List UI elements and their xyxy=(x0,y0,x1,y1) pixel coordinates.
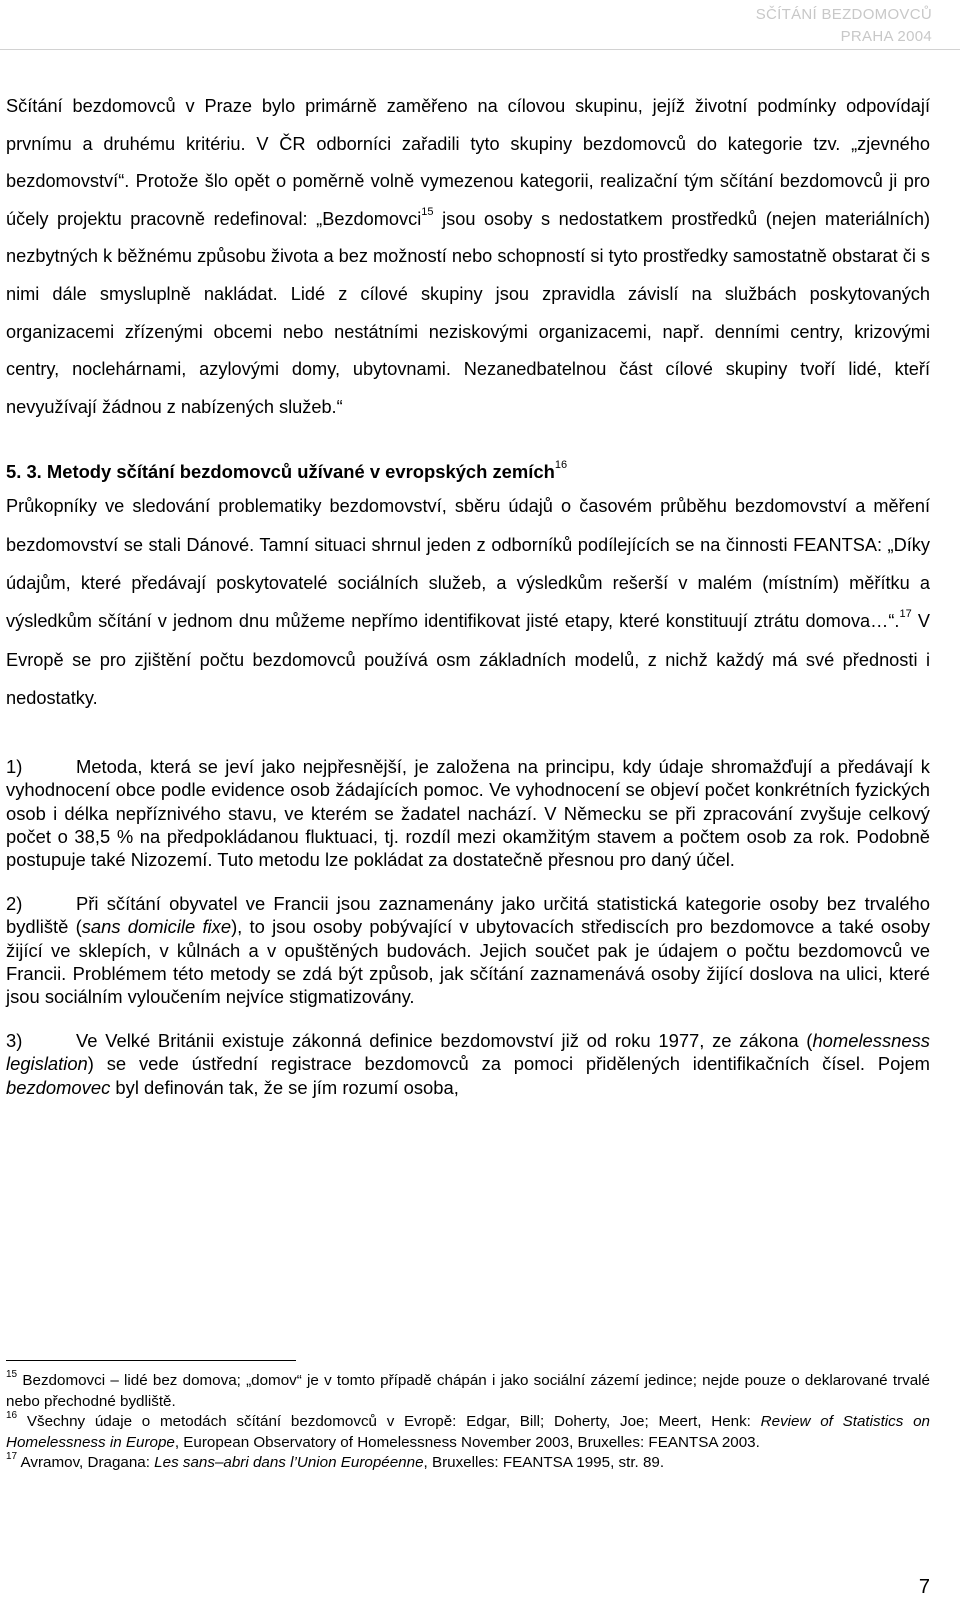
method-text: ) se vede ústřední registrace bezdomovců za pomoci přidělených identifikačních čísel. Pojem xyxy=(87,1053,930,1075)
section-text: Průkopníky ve sledování problematiky bezdomovství, sběru údajů o časovém průběhu bezdomovství a měření bezdomovství se stali Dánové. Tamní situaci shrnul jeden z odborníků podílejících se na činnosti FEANTSA: „Díky údajům, které předávají poskytovatelé sociálních služeb, a výsledkům rešerší v malém (místním) měřítku a výsledkům sčítání v jednom dnu můžeme nepřímo identifikovat jisté etapy, které konstituují ztrátu domova…“. xyxy=(6,496,930,632)
page-number: 7 xyxy=(918,1576,930,1598)
method-number: 3) xyxy=(6,1030,23,1052)
running-header xyxy=(756,4,932,48)
footnote-ref-17[interactable]: 17 xyxy=(899,608,912,621)
intro-text-1: Sčítání bezdomovců v Praze bylo primárně zaměřeno na cílovou skupinu, jejíž životní podmínky odpovídají prvnímu a druhému kritériu. V ČR odborníci zařadili tyto skupiny bezdomovců do kategorie tzv. „zjevného bezdomovství“. Protože šlo opět o poměrně volně vymezenou kategorii, realizační tým sčítání bezdomovců ji pro účely projektu pracovně redefinoval: „Bezdomovci xyxy=(6,96,930,229)
footnote-number: 16 xyxy=(6,1410,18,1422)
page-body xyxy=(6,88,930,1099)
intro-paragraph xyxy=(6,88,930,426)
section-paragraph xyxy=(6,487,930,717)
footnote-ref-16[interactable]: 16 xyxy=(554,459,568,472)
section-title: 5. 3. Metody sčítání bezdomovců užívané v evropských zemích xyxy=(6,461,555,483)
section-heading xyxy=(6,457,930,487)
footnote-text: Všechny údaje o metodách sčítání bezdomovců v Evropě: Edgar, Bill; Doherty, Joe; Meert, Henk: xyxy=(26,1413,761,1431)
method-item-3 xyxy=(6,1029,930,1099)
method-number: 2) xyxy=(6,893,23,915)
method-number: 1) xyxy=(6,756,23,778)
method-italic-term: bezdomovec xyxy=(6,1076,111,1098)
footnote-number: 17 xyxy=(6,1451,18,1463)
footnote-ref-15[interactable]: 15 xyxy=(421,205,434,218)
footnote-15 xyxy=(6,1368,930,1412)
footnote-italic: Review of Statistics on Homelessness in Europe xyxy=(6,1413,930,1451)
method-text: byl definován tak, že se jím rozumí osoba, xyxy=(110,1076,459,1098)
header-divider xyxy=(0,49,960,50)
header-title: SČÍTÁNÍ BEZDOMOVCŮ xyxy=(755,6,932,23)
footnote-italic: Les sans–abri dans l’Union Européenne xyxy=(154,1454,424,1472)
header-subtitle: PRAHA 2004 xyxy=(840,28,932,45)
method-text: ), to jsou osoby pobývající v ubytovacích střediscích pro bezdomovce a také osoby žijící ve sklepích, v kůlnách a v opuštěných budovách. Jejich součet pak je údajem o počtu bezdomovců ve Francii. Problémem této metody se zdá být způsob, jak sčítání zaznamenává osoby žijící doslova na ulici, které jsou sociálním vyloučením nejvíce stigmatizovány. xyxy=(6,916,930,1007)
footnote-17 xyxy=(6,1453,930,1474)
method-text: Při sčítání obyvatel ve Francii jsou zaznamenány jako určitá statistická kategorie osoby bez trvalého bydliště ( xyxy=(6,893,930,938)
footnotes xyxy=(6,1360,930,1474)
method-item-1 xyxy=(6,755,930,871)
method-text: Ve Velké Británii existuje zákonná definice bezdomovství již od roku 1977, ze zákona ( xyxy=(76,1030,813,1052)
footnote-text: , European Observatory of Homelessness November 2003, Bruxelles: FEANTSA 2003. xyxy=(174,1433,760,1451)
footnote-text: Bezdomovci – lidé bez domova; „domov“ je v tomto případě chápán i jako sociální zázemí jedince; nejde pouze o deklarované trvalé nebo přechodné bydliště. xyxy=(6,1372,930,1410)
section-text-tail: V Evropě se pro zjištění počtu bezdomovců používá osm základních modelů, z nichž každý má své přednosti i nedostatky. xyxy=(6,611,930,708)
method-text: Metoda, která se jeví jako nejpřesnější, je založena na principu, kdy údaje shromažďují a předávají k vyhodnocení obce podle evidence osob žádajících pomoc. Ve vyhodnocení se objeví počet konkrétních fyzických osob i délka nepříznivého stavu, ve kterém se žadatel nachází. V Německu se při zpracování zvyšuje celkový počet o 38,5 % na předpokládanou fluktuaci, tj. rozdíl mezi okamžitým stavem a počtem osob za rok. Podobně postupuje také Nizozemí. Tuto metodu lze pokládat za dostatečně přesnou pro daný účel. xyxy=(6,756,930,870)
footnote-16 xyxy=(6,1412,930,1453)
method-italic-term: homelessness legislation xyxy=(6,1030,930,1075)
footnote-text: Avramov, Dragana: xyxy=(20,1454,155,1472)
intro-text-2: jsou osoby s nedostatkem prostředků (nejen materiálních) nezbytných k běžnému způsobu života a bez možností nebo schopností si tyto prostředky samostatně obstarat či s nimi dále smysluplně nakládat. Lidé z cílové skupiny jsou zpravidla závislí na službách poskytovaných organizacemi zřízenými obcemi nebo nestátními neziskovými organizacemi, např. denními centry, krizovými centry, noclehárnami, azylovými domy, ubytovnami. Nezanedbatelnou část cílové skupiny tvoří lidé, kteří nevyužívají žádnou z nabízených služeb.“ xyxy=(6,208,931,417)
footnote-separator xyxy=(6,1360,296,1361)
method-italic-term: sans domicile fixe xyxy=(81,916,232,938)
footnote-number: 15 xyxy=(6,1368,18,1380)
footnote-text: , Bruxelles: FEANTSA 1995, str. 89. xyxy=(423,1454,665,1472)
method-item-2 xyxy=(6,892,930,1008)
